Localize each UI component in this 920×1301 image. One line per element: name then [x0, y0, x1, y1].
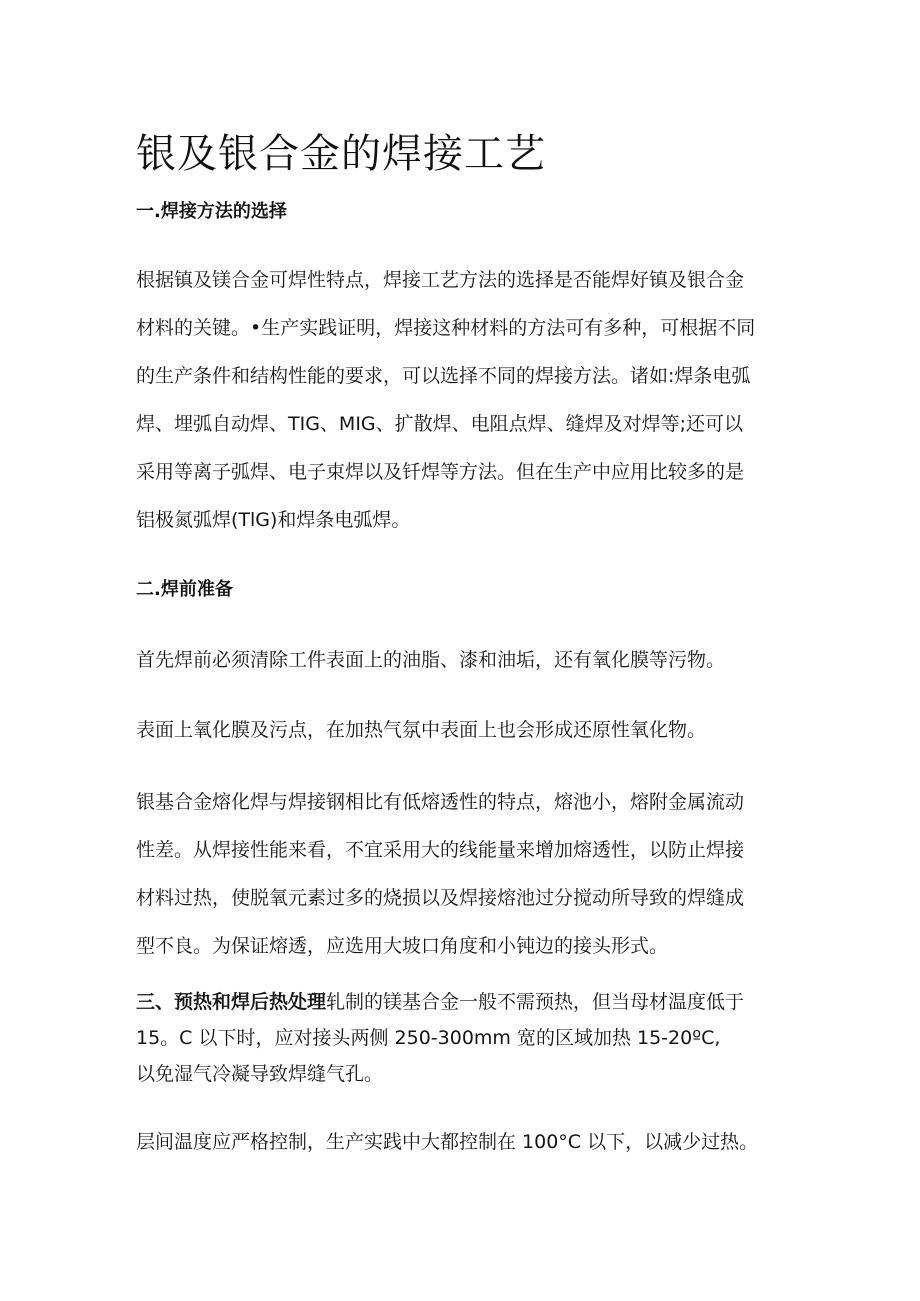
section-1-heading: 一.焊接方法的选择: [136, 201, 287, 222]
section-1-line-1: 根据镇及镁合金可焊性特点，焊接工艺方法的选择是否能焊好镇及银合金: [136, 269, 745, 291]
section-2-paragraph-1: 首先焊前必须清除工件表面上的油脂、漆和油垢，还有氧化膜等污物。: [136, 649, 726, 671]
section-3-line-1: [136, 988, 744, 1016]
section-3-paragraph-2: 层间温度应严格控制，生产实践中大都控制在 100°C 以下，以减少过热。: [136, 1131, 759, 1153]
section-2-paragraph-3-line-4: 型不良。为保证熔透，应选用大坡口角度和小钝边的接头形式。: [136, 935, 669, 957]
section-3-heading: 三、预热和焊后热处理: [136, 991, 327, 1013]
section-1-line-5: 采用等离子弧焊、电子束焊以及钎焊等方法。但在生产中应用比较多的是: [136, 461, 745, 483]
section-1-line-2: 材料的关键。•生产实践证明，焊接这种材料的方法可有多种，可根据不同: [136, 317, 756, 339]
section-1-line-3: 的生产条件和结构性能的要求，可以选择不同的焊接方法。诸如:焊条电弧: [136, 365, 751, 387]
section-3-line-1-text: 轧制的镁基合金一般不需预热，但当母材温度低于: [326, 991, 745, 1013]
section-2-paragraph-2: 表面上氧化膜及污点，在加热气氛中表面上也会形成还原性氧化物。: [136, 719, 707, 741]
section-3-line-3: 以免湿气冷凝导致焊缝气孔。: [136, 1063, 384, 1085]
section-2-paragraph-3-line-2: 性差。从焊接性能来看，不宜采用大的线能量来增加熔透性，以防止焊接: [136, 839, 745, 861]
section-2-paragraph-3-line-1: 银基合金熔化焊与焊接钢相比有低熔透性的特点，熔池小，熔附金属流动: [136, 791, 745, 813]
section-3-line-2: 15。C 以下时，应对接头两侧 250-300mm 宽的区域加热 15-20ºC,: [136, 1027, 721, 1049]
document-title: 银及银合金的焊接工艺: [136, 131, 546, 177]
section-2-heading: 二.焊前准备: [136, 579, 233, 600]
section-1-line-6: 铝极氮弧焊(TlG)和焊条电弧焊。: [136, 509, 411, 531]
section-1-line-4: 焊、埋弧自动焊、TIG、MIG、扩散焊、电阻点焊、缝焊及对焊等;还可以: [136, 413, 744, 435]
section-2-paragraph-3-line-3: 材料过热，使脱氧元素过多的烧损以及焊接熔池过分搅动所导致的焊缝成: [136, 887, 745, 909]
